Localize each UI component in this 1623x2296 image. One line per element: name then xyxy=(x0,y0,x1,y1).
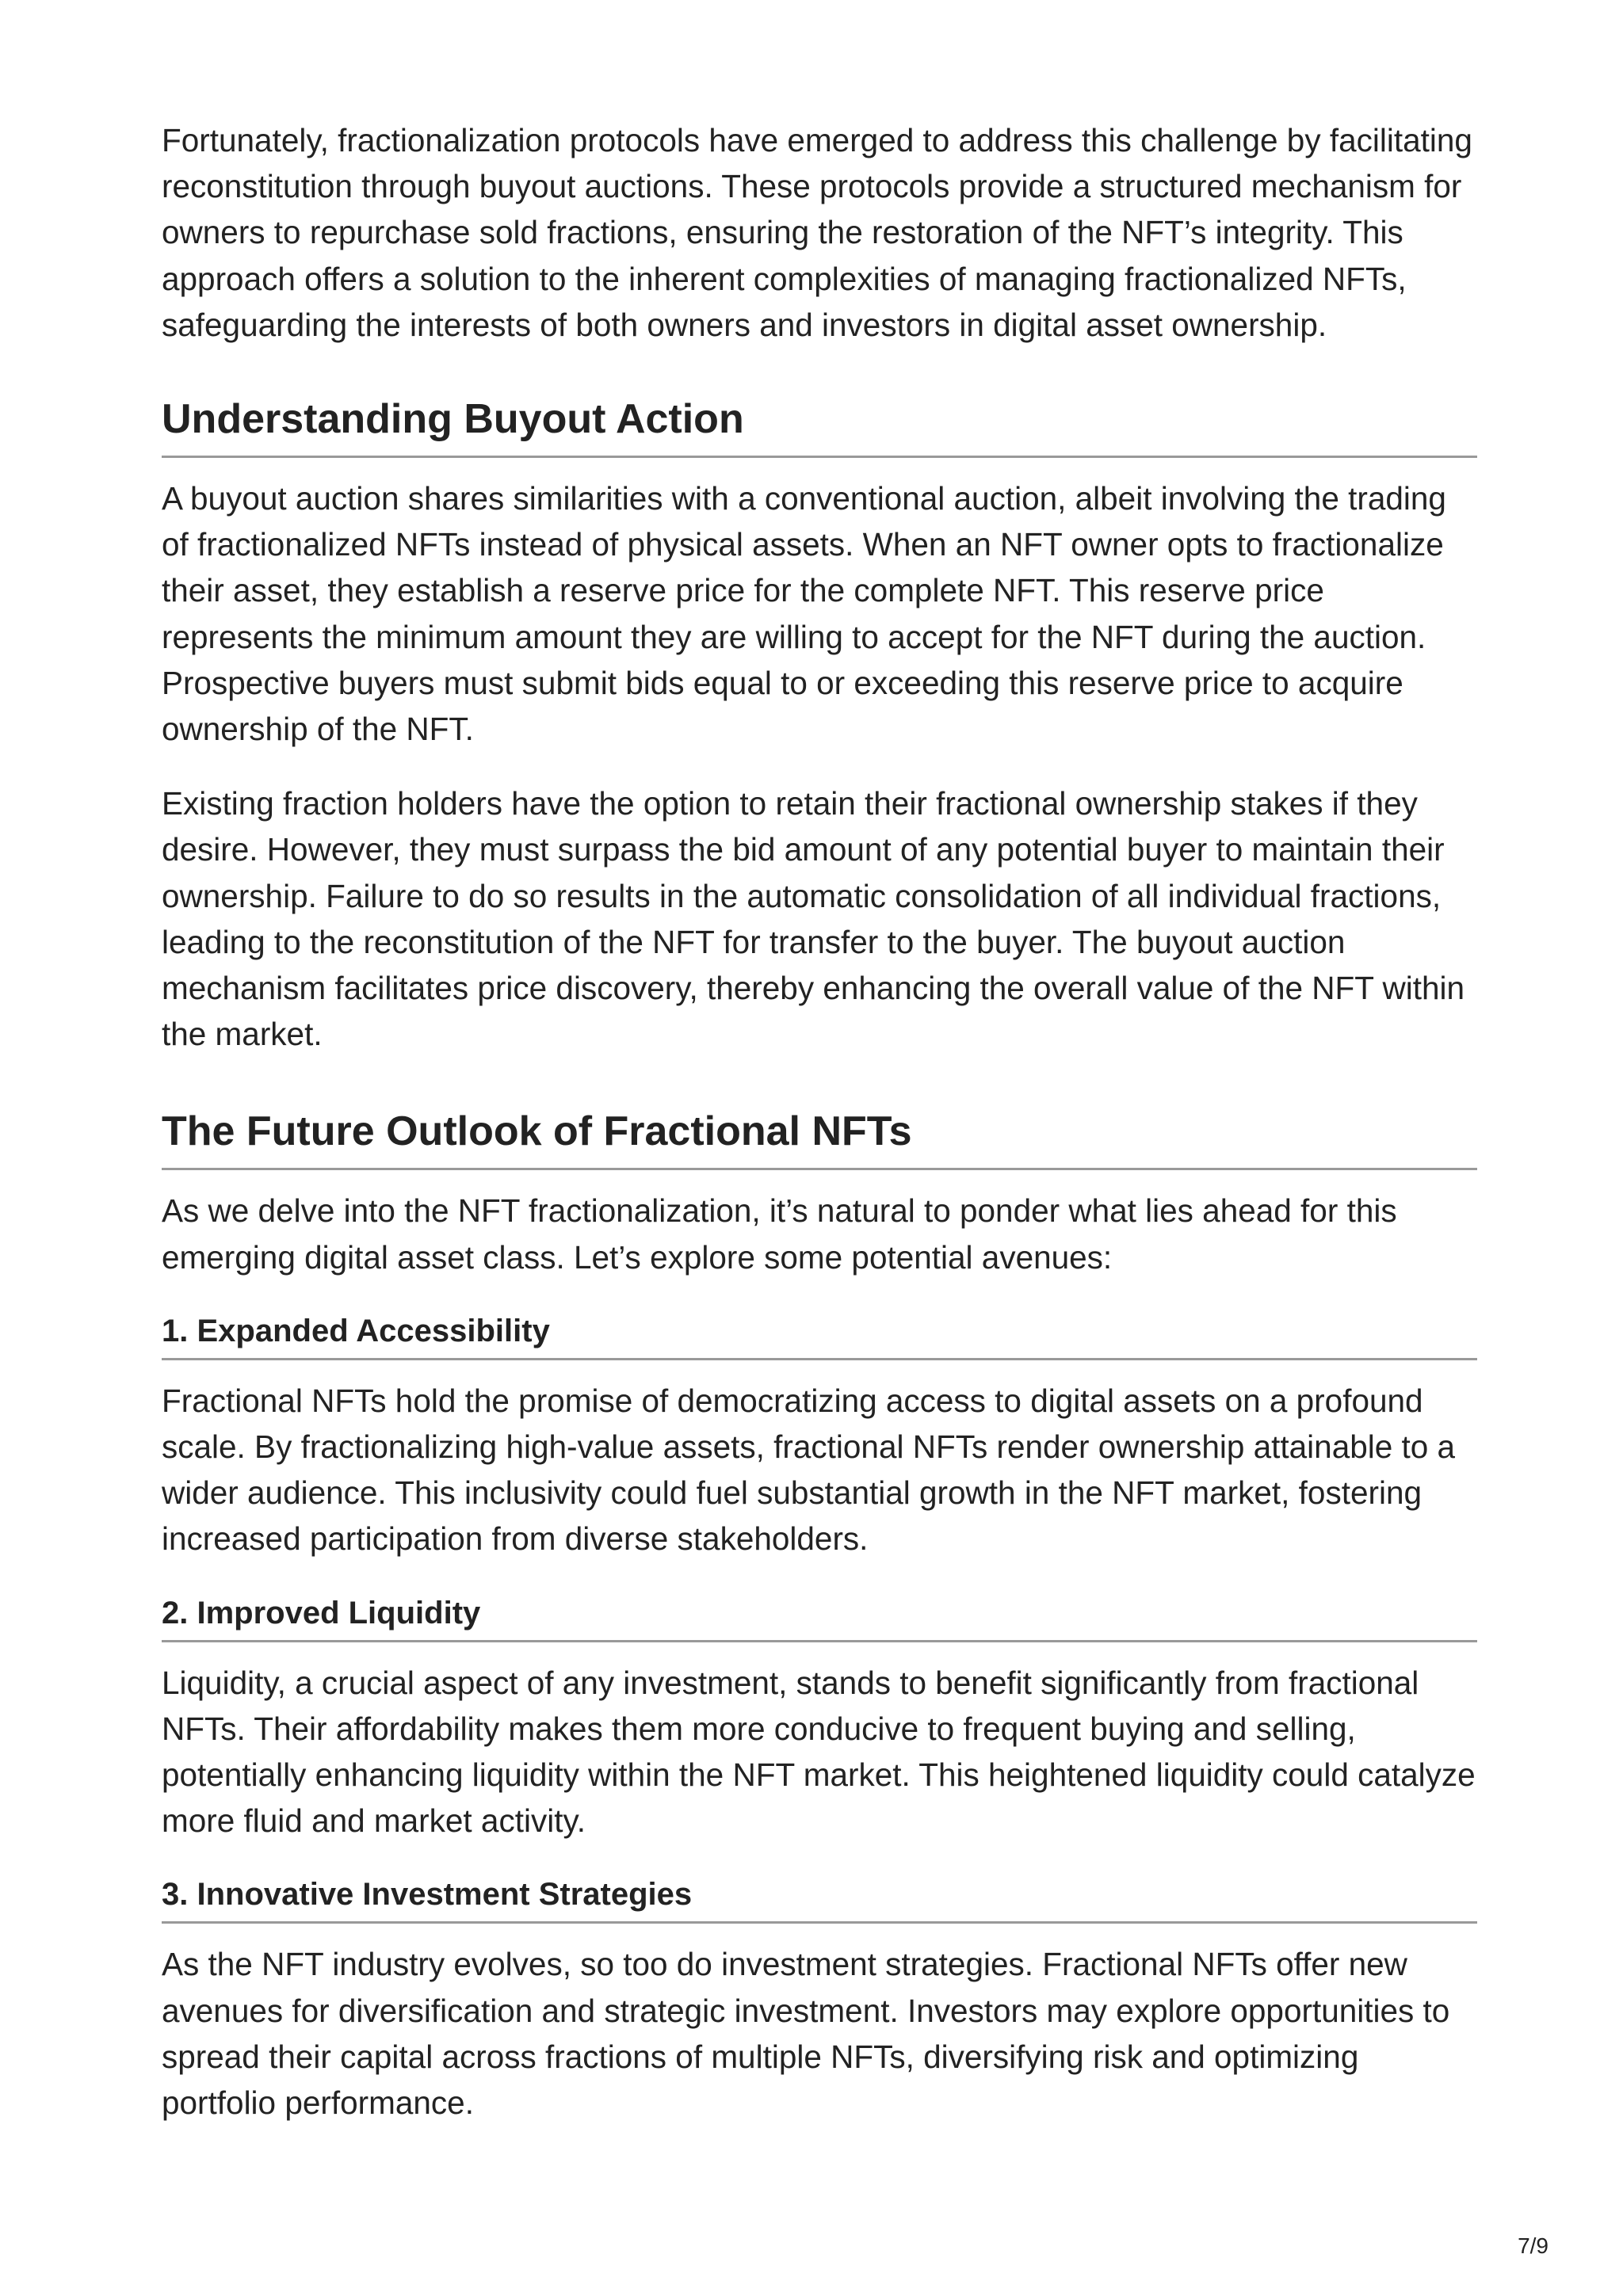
section-heading-future: The Future Outlook of Fractional NFTs xyxy=(162,1106,1477,1170)
document-body xyxy=(162,117,1477,2126)
subheading-improved-liquidity: 2. Improved Liquidity xyxy=(162,1594,1477,1642)
subheading-expanded-accessibility: 1. Expanded Accessibility xyxy=(162,1312,1477,1360)
buyout-paragraph-1: A buyout auction shares similarities with a conventional auction, albeit involving the trading of fractionalized NFTs instead of physical assets. When an NFT owner opts to fractionalize their asset, they establish a reserve price for the complete NFT. This reserve price represents the minimum amount they are willing to accept for the NFT during the auction. Prospective buyers must submit bids equal to or exceeding this reserve price to acquire ownership of the NFT. xyxy=(162,480,1446,748)
intro-paragraph: Fortunately, fractionalization protocols have emerged to address this challenge by facilitating reconstitution through buyout auctions. These protocols provide a structured mechanism for owners to repurchase sold fractions, ensuring the restoration of the NFT’s integrity. This approach offers a solution to the inherent complexities of managing fractionalized NFTs, safeguarding the interests of both owners and investors in digital asset ownership. xyxy=(162,122,1472,343)
buyout-paragraph-2: Existing fraction holders have the option to retain their fractional ownership stakes if they desire. However, they must surpass the bid amount of any potential buyer to maintain their ownership. Failure to do so results in the automatic consolidation of all individual fractions, leading to the reconstitution of the NFT for transfer to the buyer. The buyout auction mechanism facilitates price discovery, thereby enhancing the overall value of the NFT within the market. xyxy=(162,785,1465,1053)
paragraph-innovative-strategies: As the NFT industry evolves, so too do investment strategies. Fractional NFTs offer new avenues for diversification and strategic investment. Investors may explore opportunities to spread their capital across fractions of multiple NFTs, diversifying risk and optimizing portfolio performance. xyxy=(162,1946,1450,2122)
future-intro-paragraph: As we delve into the NFT fractionalization, it’s natural to ponder what lies ahead for this emerging digital asset class. Let’s explore some potential avenues: xyxy=(162,1192,1397,1276)
paragraph-expanded-accessibility: Fractional NFTs hold the promise of democratizing access to digital assets on a profound scale. By fractionalizing high-value assets, fractional NFTs render ownership attainable to a wider audience. This inclusivity could fuel substantial growth in the NFT market, fostering increased participation from diverse stakeholders. xyxy=(162,1382,1456,1558)
paragraph-improved-liquidity: Liquidity, a crucial aspect of any investment, stands to benefit significantly from fractional NFTs. Their affordability makes them more conducive to frequent buying and selling, potentially enhancing liquidity within the NFT market. This heightened liquidity could catalyze more fluid and market activity. xyxy=(162,1664,1476,1840)
subheading-innovative-strategies: 3. Innovative Investment Strategies xyxy=(162,1875,1477,1924)
page-number: 7/9 xyxy=(1518,2233,1549,2258)
section-heading-buyout: Understanding Buyout Action xyxy=(162,394,1477,458)
